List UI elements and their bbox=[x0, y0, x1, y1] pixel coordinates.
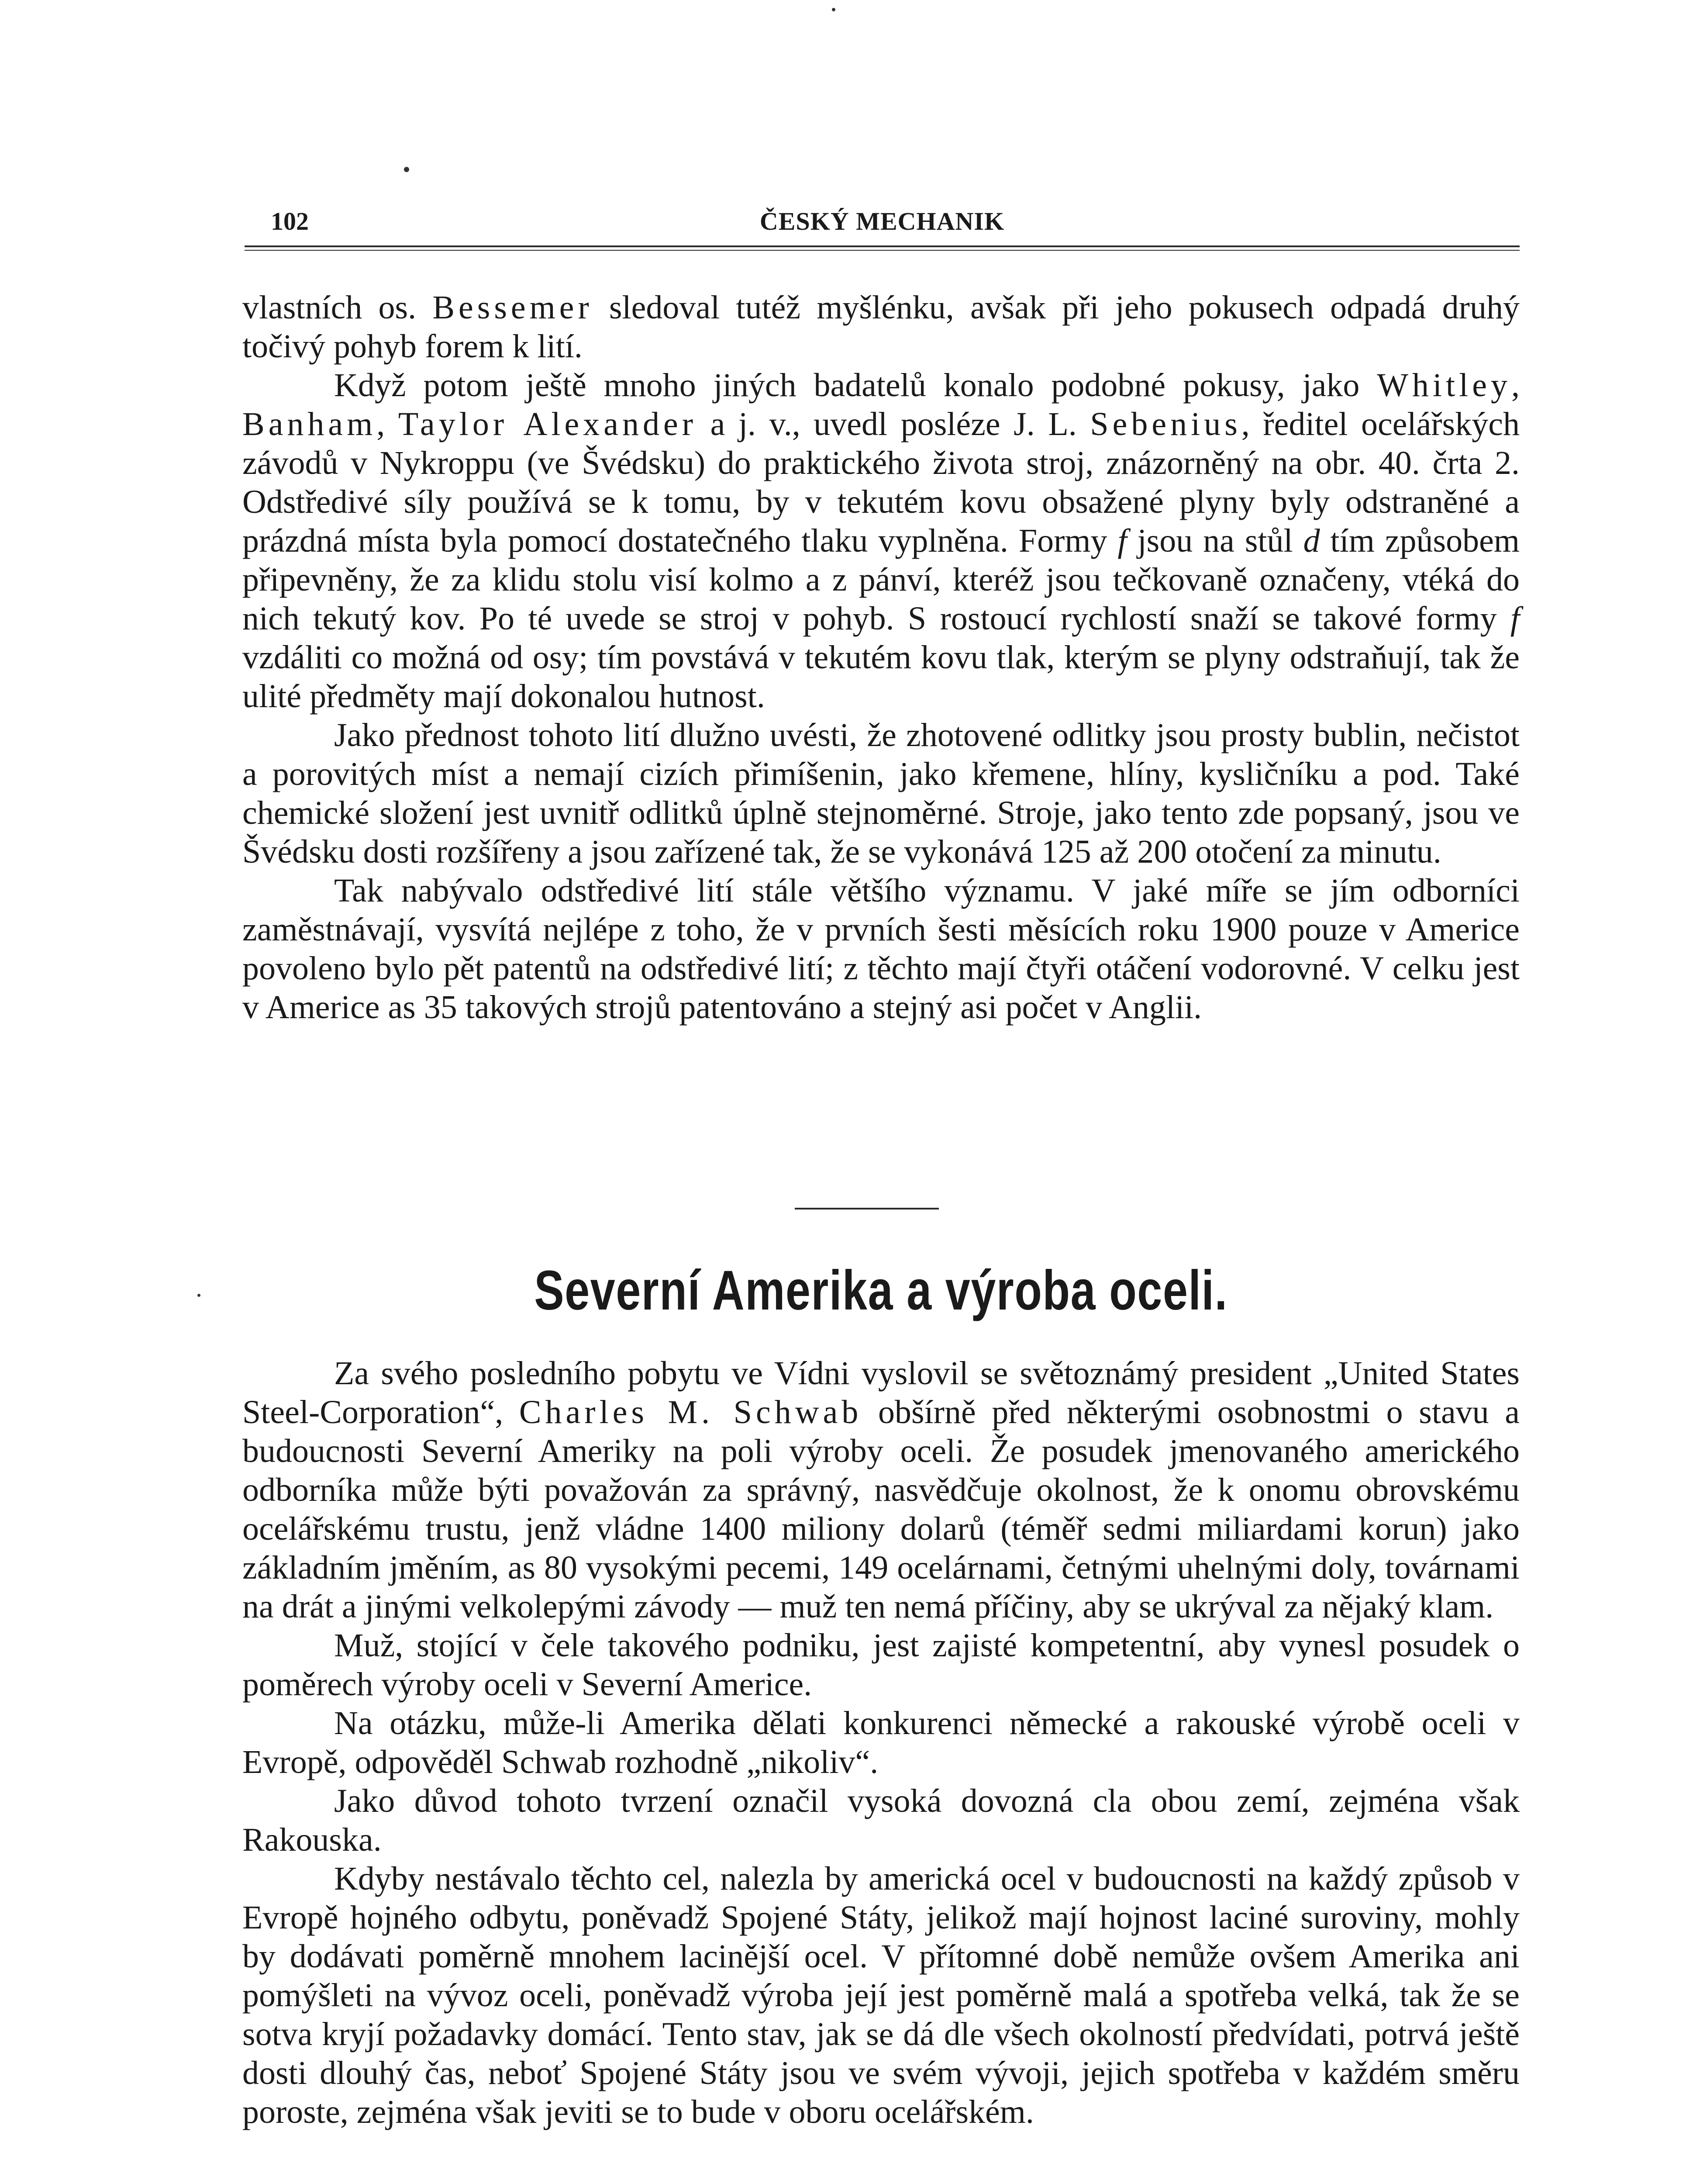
text-run: obšírně před některými osobnostmi o stavu a budoucnosti Severní Ameriky na poli výroby oceli. Že posudek jmenovaného amerického odborníka může býti považován za správný, nasvědčuje okolnost, že k onomu obrovskému ocelářskému trustu, jenž vládne 1400 miliony dolarů (téměř sedmi miliardami korun) jako základním jměním, as 80 vysokými pecemi, 149 ocelárnami, četnými uhelnými doly, továrnami na drát a jinými velkolepými závody — muž ten nemá příčiny, aby se ukrýval za nějaký klam. bbox=[242, 1394, 1520, 1625]
running-title: ČESKÝ MECHANIK bbox=[759, 207, 1005, 235]
text-run: , bbox=[376, 406, 398, 442]
page-number: 102 bbox=[271, 207, 309, 235]
text-run: Tak nabývalo odstředivé lití stále většího významu. V jaké míře se jím odborníci zaměstnávají, vysvítá nejlépe z toho, že v prvních šesti měsících roku 1900 pouze v Americe povoleno bylo pět patentů na odstředivé lití; z těchto mají čtyři otáčení vodorovné. V celku jest v Americe as 35 takových strojů patentováno a stejný asi počet v Anglii. bbox=[242, 872, 1520, 1026]
text-run: , bbox=[1511, 367, 1520, 404]
spaced-name: Whitley bbox=[1377, 367, 1511, 404]
text-run: Na otázku, může-li Amerika dělati konkurenci německé a rakouské výrobě oceli v Evropě, odpověděl Schwab rozhodně „nikoliv“. bbox=[242, 1705, 1520, 1780]
text-run: vlastních os. bbox=[242, 289, 433, 326]
text-run: vzdáliti co možná od osy; tím povstává v tekutém kovu tlak, kterým se plyny odstraňují, tak že ulité předměty mají dokonalou hutnost. bbox=[242, 639, 1520, 715]
text-run: Za svého posledního pobytu ve Vídni vyslovil se světoznámý president „United States Steel-Corporation“, bbox=[242, 1355, 1520, 1431]
text-run: jsou na stůl bbox=[1127, 522, 1303, 559]
speck-mark bbox=[197, 1294, 200, 1297]
spaced-name: Sebenius bbox=[1090, 406, 1241, 442]
article-title: Severní Amerika a výroba oceli. bbox=[534, 1259, 1228, 1322]
italic-symbol: f bbox=[1117, 522, 1127, 559]
speck-mark bbox=[832, 8, 835, 11]
paragraph bbox=[242, 1354, 1520, 1626]
section-centrifugal-casting bbox=[242, 288, 1520, 1027]
italic-symbol: f bbox=[1510, 600, 1520, 637]
spaced-name: Banham bbox=[242, 406, 377, 442]
text-run: sledoval tutéž myšlénku, avšak při jeho pokusech odpadá druhý točivý pohyb forem k lití. bbox=[242, 289, 1520, 365]
paragraph bbox=[242, 288, 1520, 366]
paragraph bbox=[242, 366, 1520, 716]
italic-symbol: d bbox=[1303, 522, 1320, 559]
article-body bbox=[242, 1354, 1520, 2132]
text-run: Muž, stojící v čele takového podniku, jest zajisté kompetentní, aby vynesl posudek o poměrech výroby oceli v Severní Americe. bbox=[242, 1627, 1520, 1703]
spaced-name: Taylor Alexander bbox=[398, 406, 697, 442]
spaced-name: Charles M. Schwab bbox=[519, 1394, 862, 1431]
paragraph bbox=[242, 1704, 1520, 1782]
text-run: Jako důvod tohoto tvrzení označil vysoká dovozná cla obou zemí, zejména však Rakouska. bbox=[242, 1783, 1520, 1858]
paragraph bbox=[242, 1626, 1520, 1704]
paragraph bbox=[242, 871, 1520, 1027]
text-run: a j. v., uvedl posléze J. L. bbox=[697, 406, 1090, 442]
paragraph bbox=[242, 1782, 1520, 1859]
header-rule bbox=[245, 245, 1520, 247]
section-divider bbox=[795, 1208, 939, 1209]
text-run: tím způsobem připevněny, že za klidu stolu visí kolmo a z pánví, kteréž jsou tečkovaně označeny, vtéká do nich tekutý kov. Po té uvede se stroj v pohyb. S rostoucí rychlostí snaží se takové formy bbox=[242, 522, 1520, 637]
text-run: , ředitel ocelářských závodů v Nykroppu (ve Švédsku) do praktického života stroj, znázorněný na obr. 40. črta 2. Odstředivé síly používá se k tomu, by v tekutém kovu obsažené plyny byly odstraněné a prázdná místa byla pomocí dostatečného tlaku vyplněna. Formy bbox=[242, 406, 1520, 559]
header-rule-thin bbox=[245, 250, 1520, 251]
spaced-name: Bessemer bbox=[432, 289, 593, 326]
text-run: Když potom ještě mnoho jiných badatelů konalo podobné pokusy, jako bbox=[334, 367, 1377, 404]
paragraph bbox=[242, 1859, 1520, 2132]
paragraph bbox=[242, 716, 1520, 871]
speck-mark bbox=[404, 167, 409, 172]
page-header bbox=[245, 199, 1520, 238]
text-run: Kdyby nestávalo těchto cel, nalezla by americká ocel v budoucnosti na každý způsob v Evropě hojného odbytu, poněvadž Spojené Státy, jelikož mají hojnost laciné suroviny, mohly by dodávati poměrně mnohem lacinější ocel. V přítomné době nemůže ovšem Amerika ani pomýšleti na vývoz oceli, poněvadž výroba její jest poměrně malá a spotřeba velká, tak že se sotva kryjí požadavky domácí. Tento stav, jak se dá dle všech okolností předvídati, potrvá ještě dosti dlouhý čas, neboť Spojené Státy jsou ve svém vývoji, jejich spotřeba v každém směru poroste, zejména však jeviti se to bude v oboru ocelářském. bbox=[242, 1860, 1520, 2130]
text-run: Jako přednost tohoto lití dlužno uvésti, že zhotovené odlitky jsou prosty bublin, nečistot a porovitých míst a nemají cizích přimíšenin, jako křemene, hlíny, kysličníku a pod. Také chemické složení jest uvnitř odlitků úplně stejnoměrné. Stroje, jako tento zde popsaný, jsou ve Švédsku dosti rozšířeny a jsou zařízené tak, že se vykonává 125 až 200 otočení za minutu. bbox=[242, 717, 1520, 870]
